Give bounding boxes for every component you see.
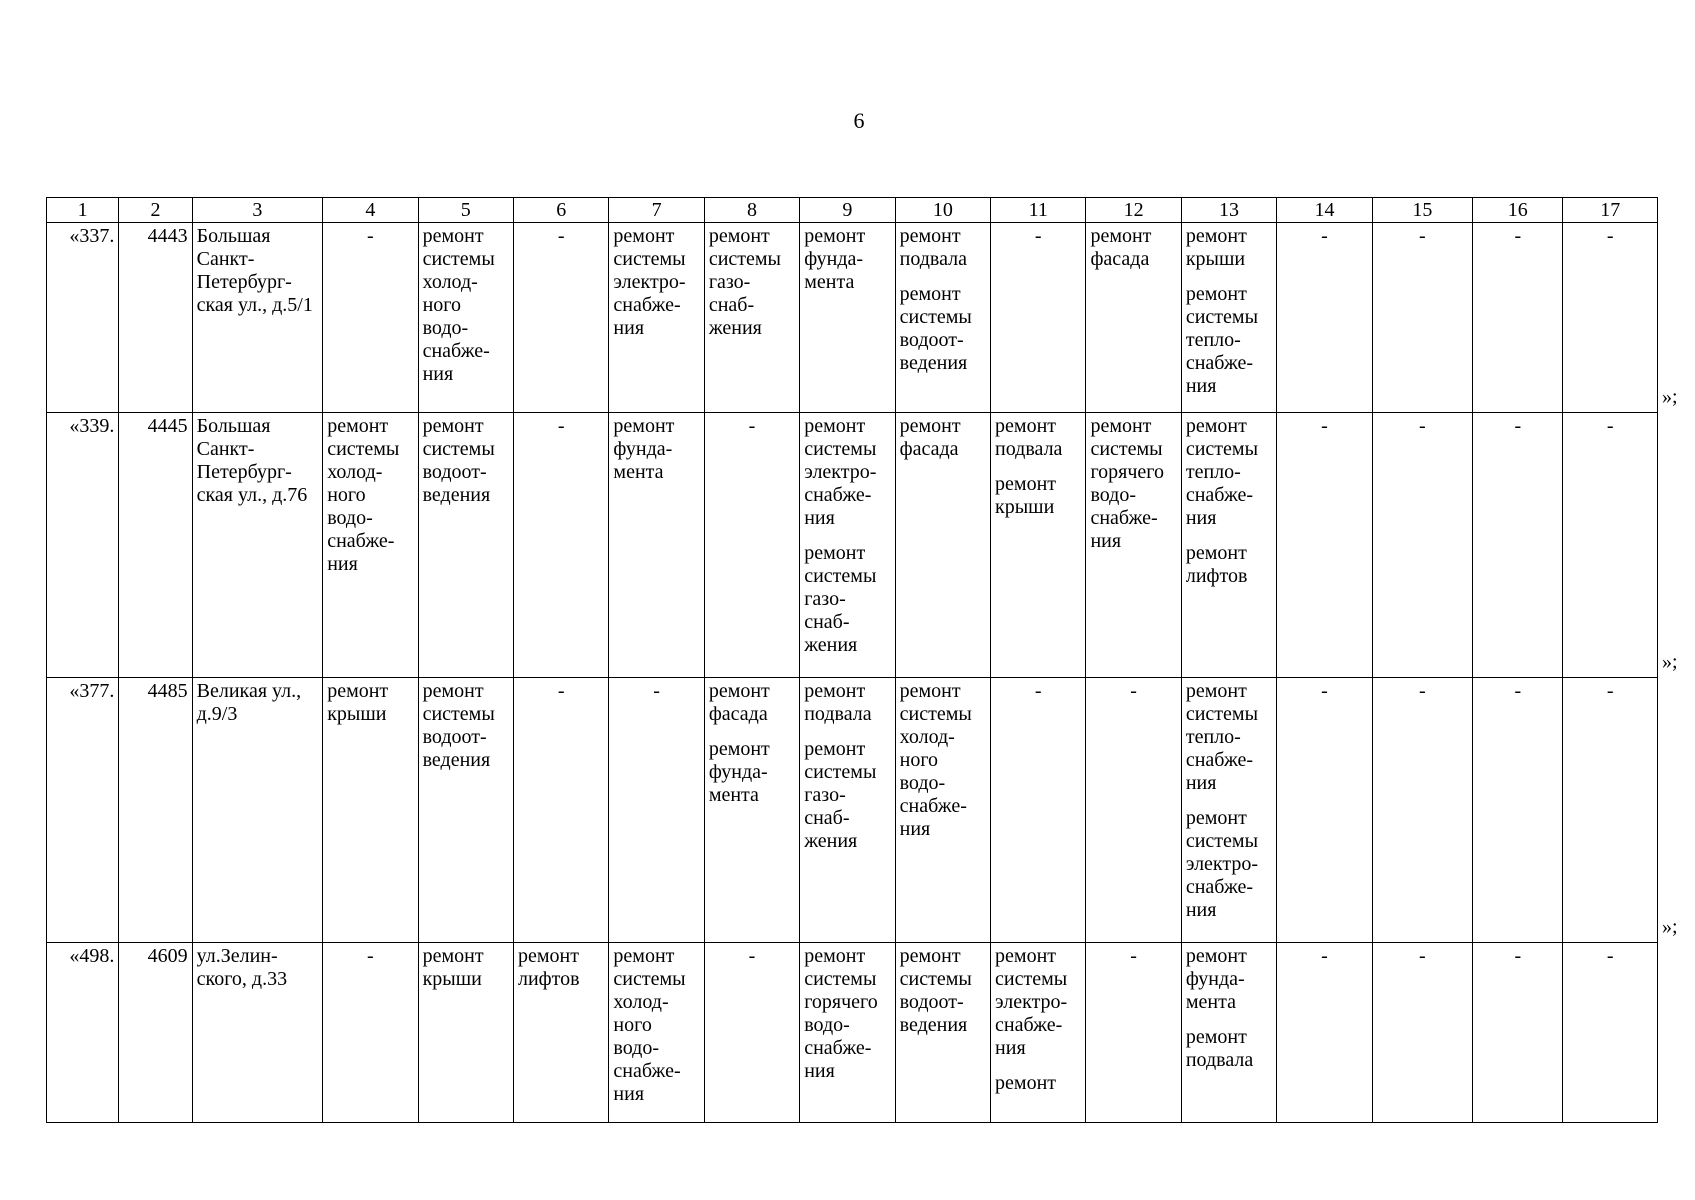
work-cell-col-6 <box>514 223 609 413</box>
work-cell-col-8 <box>704 678 799 943</box>
work-cell-col-13 <box>1181 223 1276 413</box>
work-cell-col-9 <box>800 943 895 1123</box>
column-header-12: 12 <box>1086 198 1181 223</box>
work-cell-col-7 <box>609 223 704 413</box>
work-cell-col-7 <box>609 413 704 678</box>
page-number: 6 <box>853 108 865 133</box>
empty-dash: - <box>1514 945 1522 967</box>
empty-dash: - <box>653 680 660 702</box>
column-header-17: 17 <box>1563 198 1658 223</box>
work-entry: ремонт подвала <box>1185 1026 1254 1071</box>
work-cell-col-16 <box>1473 678 1563 943</box>
empty-dash: - <box>557 680 565 702</box>
column-header-13: 13 <box>1181 198 1276 223</box>
column-header-9: 9 <box>800 198 895 223</box>
work-entry: ремонт фасада <box>708 680 770 725</box>
repair-schedule-table <box>46 197 1658 1123</box>
work-entry: ремонт системы холод-ного водо-снабже-ния <box>613 945 686 1105</box>
work-entry: ремонт фунда-мента <box>708 738 770 806</box>
empty-dash: - <box>1606 415 1614 437</box>
work-cell-col-10 <box>895 413 990 678</box>
work-entry: ремонт подвала <box>804 680 872 725</box>
work-cell-col-11 <box>991 413 1086 678</box>
column-header-1: 1 <box>47 198 119 223</box>
address-cell: Большая Санкт-Петербург-ская ул., д.76 <box>192 413 323 678</box>
column-header-6: 6 <box>514 198 609 223</box>
column-header-3: 3 <box>192 198 323 223</box>
empty-dash: - <box>557 415 565 437</box>
row-closing-mark: »; <box>1662 386 1678 408</box>
work-cell-col-4 <box>323 678 418 943</box>
work-cell-col-16 <box>1473 413 1563 678</box>
row-number: «377. <box>47 678 119 943</box>
empty-dash: - <box>1514 415 1522 437</box>
work-cell-col-14 <box>1277 223 1372 413</box>
column-header-10: 10 <box>895 198 990 223</box>
object-code: 4485 <box>119 678 192 943</box>
work-cell-col-14 <box>1277 678 1372 943</box>
work-entry: ремонт фунда-мента <box>613 415 675 483</box>
address-cell: Большая Санкт-Петербург-ская ул., д.5/1 <box>192 223 323 413</box>
column-header-2: 2 <box>119 198 192 223</box>
work-cell-col-15 <box>1372 943 1472 1123</box>
work-entry: ремонт подвала <box>995 415 1063 460</box>
work-cell-col-9 <box>800 223 895 413</box>
work-cell-col-4 <box>323 943 418 1123</box>
work-cell-col-7 <box>609 678 704 943</box>
work-entry: ремонт фасада <box>1090 225 1152 270</box>
work-entry: ремонт системы тепло-снабже-ния <box>1185 680 1259 794</box>
work-cell-col-12 <box>1086 943 1181 1123</box>
column-header-14: 14 <box>1277 198 1372 223</box>
work-entry: ремонт системы тепло-снабже-ния <box>1185 415 1259 529</box>
work-entry: ремонт системы электро-снабже-ния <box>613 225 686 339</box>
column-header-8: 8 <box>704 198 799 223</box>
work-cell-col-4 <box>323 223 418 413</box>
empty-dash: - <box>1419 225 1426 247</box>
work-entry: ремонт лифтов <box>1185 542 1248 587</box>
work-cell-col-9 <box>800 413 895 678</box>
column-header-11: 11 <box>991 198 1086 223</box>
empty-dash: - <box>1606 945 1614 967</box>
work-cell-col-5 <box>418 223 513 413</box>
empty-dash: - <box>748 415 756 437</box>
work-cell-col-16 <box>1473 943 1563 1123</box>
work-entry: ремонт системы холод-ного водо-снабже-ния <box>899 680 972 840</box>
table-row <box>47 678 1658 943</box>
work-entry: ремонт системы электро-снабже-ния <box>995 945 1068 1059</box>
object-code: 4443 <box>119 223 192 413</box>
work-cell-col-6 <box>514 943 609 1123</box>
empty-dash: - <box>1514 680 1522 702</box>
work-cell-col-6 <box>514 678 609 943</box>
work-entry: ремонт системы горячего водо-снабже-ния <box>804 945 878 1082</box>
work-entry: ремонт системы тепло-снабже-ния <box>1185 283 1259 397</box>
work-cell-col-10 <box>895 678 990 943</box>
work-cell-col-17 <box>1563 223 1658 413</box>
work-entry: ремонт крыши <box>995 473 1057 518</box>
column-header-7: 7 <box>609 198 704 223</box>
empty-dash: - <box>1419 945 1426 967</box>
work-entry: ремонт системы холод-ного водо-снабже-ния <box>327 415 400 575</box>
work-entry: ремонт системы газо-снаб-жения <box>708 225 781 339</box>
column-header-15: 15 <box>1372 198 1472 223</box>
empty-dash: - <box>367 945 374 967</box>
work-cell-col-8 <box>704 413 799 678</box>
work-entry: ремонт системы водоот-ведения <box>899 283 972 374</box>
work-cell-col-11 <box>991 943 1086 1123</box>
address-cell: Великая ул., д.9/3 <box>192 678 323 943</box>
empty-dash: - <box>1034 225 1042 247</box>
row-closing-mark: »; <box>1662 916 1678 938</box>
empty-dash: - <box>1321 680 1328 702</box>
work-entry: ремонт <box>995 1072 1057 1094</box>
row-number: «339. <box>47 413 119 678</box>
work-entry: ремонт системы электро-снабже-ния <box>1185 807 1259 921</box>
work-entry: ремонт лифтов <box>518 945 580 990</box>
work-cell-col-5 <box>418 678 513 943</box>
work-cell-col-15 <box>1372 223 1472 413</box>
work-cell-col-5 <box>418 413 513 678</box>
empty-dash: - <box>748 945 756 967</box>
work-cell-col-9 <box>800 678 895 943</box>
empty-dash: - <box>1034 680 1042 702</box>
work-cell-col-12 <box>1086 678 1181 943</box>
work-entry: ремонт системы газо-снаб-жения <box>804 738 877 852</box>
row-number: «337. <box>47 223 119 413</box>
table-row <box>47 413 1658 678</box>
work-cell-col-10 <box>895 943 990 1123</box>
work-entry: ремонт подвала <box>899 225 968 270</box>
empty-dash: - <box>1514 225 1522 247</box>
work-entry: ремонт фасада <box>899 415 961 460</box>
work-cell-col-17 <box>1563 678 1658 943</box>
work-cell-col-13 <box>1181 943 1276 1123</box>
object-code: 4609 <box>119 943 192 1123</box>
work-cell-col-14 <box>1277 943 1372 1123</box>
work-cell-col-4 <box>323 413 418 678</box>
work-cell-col-15 <box>1372 678 1472 943</box>
address-cell: ул.Зелин-ского, д.33 <box>192 943 323 1123</box>
work-cell-col-17 <box>1563 413 1658 678</box>
work-cell-col-6 <box>514 413 609 678</box>
row-closing-mark: »; <box>1662 651 1678 673</box>
empty-dash: - <box>1130 680 1137 702</box>
work-cell-col-8 <box>704 223 799 413</box>
work-entry: ремонт системы холод-ного водо-снабже-ния <box>422 225 495 385</box>
work-entry: ремонт системы горячего водо-снабже-ния <box>1090 415 1164 552</box>
work-cell-col-17 <box>1563 943 1658 1123</box>
work-cell-col-12 <box>1086 413 1181 678</box>
empty-dash: - <box>1606 225 1614 247</box>
work-entry: ремонт системы водоот-ведения <box>422 680 495 771</box>
work-cell-col-5 <box>418 943 513 1123</box>
work-cell-col-10 <box>895 223 990 413</box>
empty-dash: - <box>1321 225 1328 247</box>
work-cell-col-14 <box>1277 413 1372 678</box>
column-header-16: 16 <box>1473 198 1563 223</box>
work-cell-col-11 <box>991 223 1086 413</box>
work-entry: ремонт системы газо-снаб-жения <box>804 542 877 656</box>
row-number: «498. <box>47 943 119 1123</box>
column-header-4: 4 <box>323 198 418 223</box>
work-entry: ремонт фунда-мента <box>804 225 866 293</box>
column-header-5: 5 <box>418 198 513 223</box>
empty-dash: - <box>1419 680 1426 702</box>
work-entry: ремонт крыши <box>422 945 484 990</box>
empty-dash: - <box>1321 945 1328 967</box>
empty-dash: - <box>557 225 565 247</box>
table-row <box>47 943 1658 1123</box>
empty-dash: - <box>1419 415 1426 437</box>
work-entry: ремонт крыши <box>327 680 389 725</box>
work-entry: ремонт крыши <box>1185 225 1247 270</box>
empty-dash: - <box>1321 415 1328 437</box>
work-entry: ремонт системы электро-снабже-ния <box>804 415 877 529</box>
header-row <box>47 198 1658 223</box>
work-cell-col-15 <box>1372 413 1472 678</box>
empty-dash: - <box>367 225 374 247</box>
work-entry: ремонт фунда-мента <box>1185 945 1247 1013</box>
table-row <box>47 223 1658 413</box>
work-entry: ремонт системы водоот-ведения <box>422 415 495 506</box>
work-cell-col-13 <box>1181 678 1276 943</box>
empty-dash: - <box>1130 945 1137 967</box>
empty-dash: - <box>1606 680 1614 702</box>
work-cell-col-7 <box>609 943 704 1123</box>
object-code: 4445 <box>119 413 192 678</box>
work-cell-col-16 <box>1473 223 1563 413</box>
work-cell-col-13 <box>1181 413 1276 678</box>
work-entry: ремонт системы водоот-ведения <box>899 945 972 1036</box>
work-cell-col-8 <box>704 943 799 1123</box>
work-cell-col-11 <box>991 678 1086 943</box>
work-cell-col-12 <box>1086 223 1181 413</box>
